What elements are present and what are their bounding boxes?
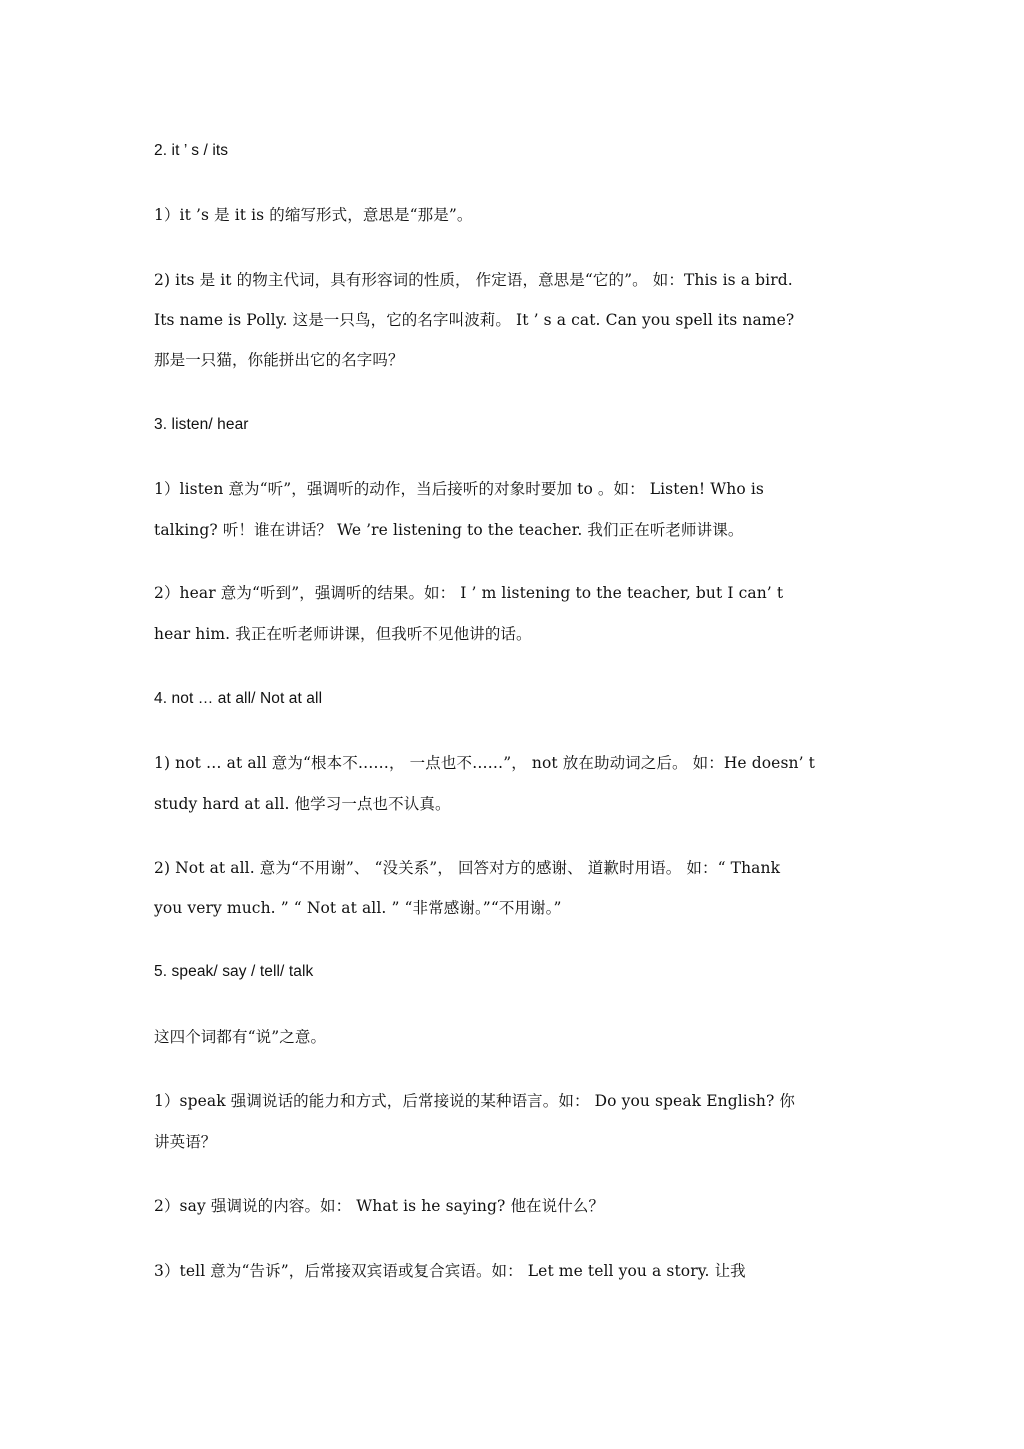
- paragraph-line: study hard at all. 他学习一点也不认真。: [154, 795, 451, 813]
- paragraph-line: 1）it ’s 是 it is 的缩写形式，意思是“那是”。: [154, 206, 473, 224]
- paragraph-line: talking? 听！谁在讲话？ We ’re listening to the teacher. 我们正在听老师讲课。: [154, 521, 744, 539]
- paragraph-line: 2）hear 意为“听到”，强调听的结果。如： I ’ m listening to the teacher, but I can’ t: [154, 584, 784, 602]
- paragraph-line: 2) its 是 it 的物主代词，具有形容词的性质， 作定语，意思是“它的”。 如：This is a bird.: [154, 271, 793, 289]
- heading-speak-say-tell-talk: 5. speak/ say / tell/ talk: [154, 963, 314, 980]
- heading-not-at-all: 4. not … at all/ Not at all: [154, 690, 323, 707]
- heading-its: 2. it ’ s / its: [154, 142, 229, 159]
- heading-listen-hear: 3. listen/ hear: [154, 416, 249, 433]
- paragraph-line: 1）speak 强调说话的能力和方式，后常接说的某种语言。如： Do you speak English? 你: [154, 1092, 796, 1110]
- paragraph-line: you very much. ” “ Not at all. ” “非常感谢。”“不用谢。”: [154, 899, 562, 917]
- paragraph-line: 那是一只猫，你能拼出它的名字吗？: [154, 351, 404, 369]
- paragraph-line: 3）tell 意为“告诉”，后常接双宾语或复合宾语。如： Let me tell you a story. 让我: [154, 1262, 746, 1280]
- paragraph-line: 2）say 强调说的内容。如： What is he saying? 他在说什么？: [154, 1197, 605, 1215]
- paragraph-line: 这四个词都有“说”之意。: [154, 1028, 327, 1046]
- paragraph-line: hear him. 我正在听老师讲课，但我听不见他讲的话。: [154, 625, 532, 643]
- paragraph-line: 2) Not at all. 意为“不用谢”、 “没关系”， 回答对方的感谢、 道歉时用语。 如：“ Thank: [154, 859, 781, 877]
- paragraph-line: Its name is Polly. 这是一只鸟，它的名字叫波莉。 It ’ s a cat. Can you spell its name?: [154, 311, 795, 329]
- paragraph-line: 讲英语？: [154, 1133, 217, 1151]
- paragraph-line: 1) not … at all 意为“根本不……， 一点也不……”， not 放在助动词之后。 如：He doesn’ t: [154, 754, 815, 772]
- paragraph-line: 1）listen 意为“听”，强调听的动作，当后接听的对象时要加 to 。如： Listen! Who is: [154, 480, 764, 498]
